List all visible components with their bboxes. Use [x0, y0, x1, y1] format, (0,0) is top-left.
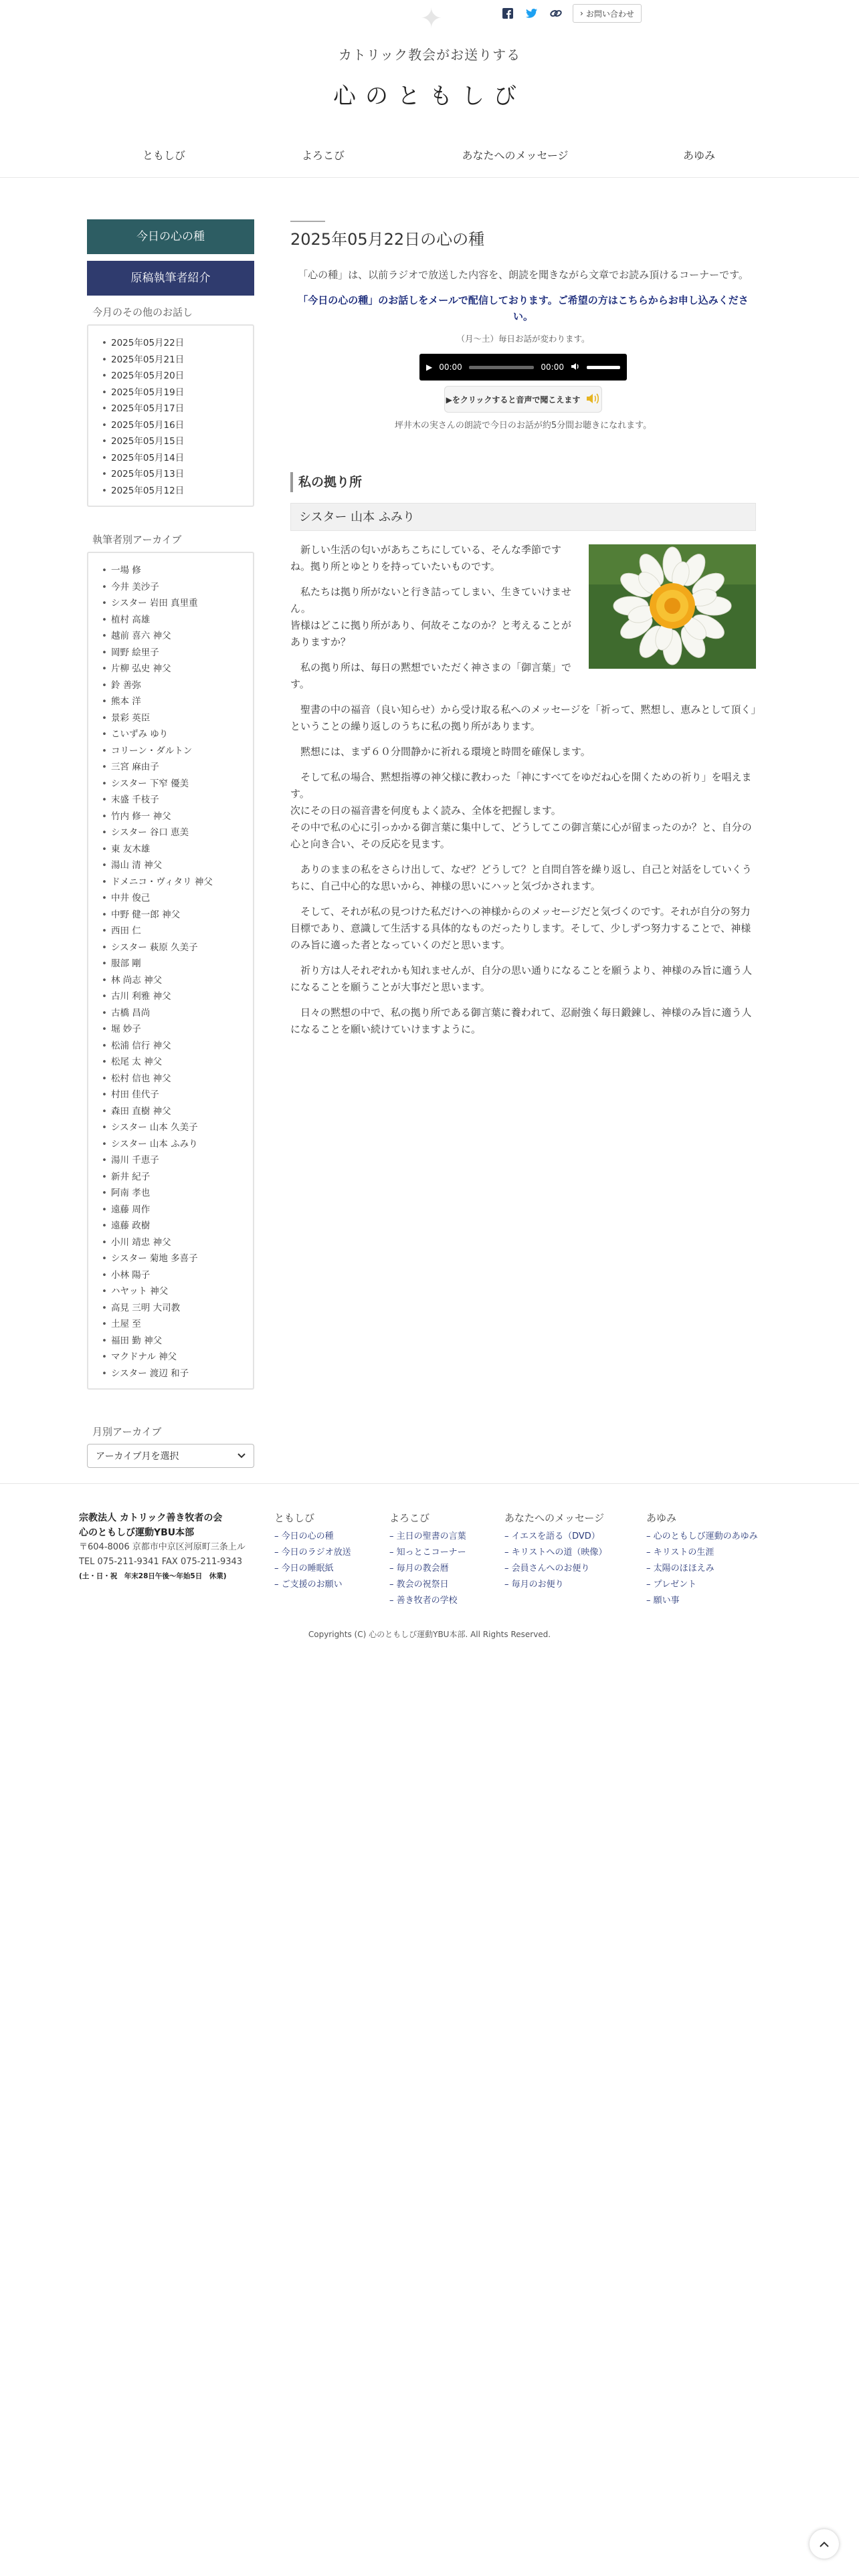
authors-intro-button[interactable]: 原稿執筆者紹介 [87, 261, 254, 296]
author-archive-link[interactable]: • 湯川 千恵子 [102, 1152, 245, 1169]
author-archive-link[interactable]: • 景彩 英臣 [102, 710, 245, 727]
footer-link[interactable]: – 知っとこコーナー [389, 1547, 466, 1558]
footer-link[interactable]: – 今日の心の種 [274, 1531, 334, 1541]
recent-date-link[interactable]: • 2025年05月12日 [102, 483, 245, 500]
author-archive-link[interactable]: • 三宮 麻由子 [102, 759, 245, 776]
article-paragraph: 日々の黙想の中で、私の拠り所である御言葉に養われて、忍耐強く毎日鍛錬し、神様のみ旨に適う人になることを願い続けていけますように。 [290, 1006, 752, 1035]
monthly-heading: 月別アーカイブ [92, 1426, 162, 1438]
recent-list-box [87, 324, 254, 507]
author-archive-link[interactable]: • ハヤット 神父 [102, 1283, 245, 1300]
dash-icon: – [646, 1564, 654, 1574]
footer-link[interactable]: – 主日の聖書の言葉 [389, 1531, 466, 1541]
author-archive-link[interactable]: • 岡野 絵里子 [102, 645, 245, 661]
site-footer [0, 1483, 859, 1650]
volume-slider[interactable] [587, 366, 620, 369]
org-name: 宗教法人 カトリック善き牧者の会 [79, 1513, 223, 1523]
site-header [0, 0, 859, 178]
author-archive-link[interactable]: • 阿南 孝也 [102, 1185, 245, 1202]
footer-link[interactable]: – 教会の祝祭日 [389, 1580, 449, 1590]
author-archive-link[interactable]: • マクドナル 神父 [102, 1349, 245, 1366]
author-archive-link[interactable]: • シスター 下窄 優美 [102, 776, 245, 792]
chevron-up-icon [820, 2538, 829, 2551]
dash-icon: – [389, 1564, 397, 1574]
footer-link[interactable]: – 太陽のほほえみ [646, 1564, 714, 1574]
author-archive-link[interactable]: • シスター 岩田 真里重 [102, 595, 245, 612]
nav-yorokobi[interactable]: よろこび [301, 149, 345, 162]
footer-link[interactable]: – 毎月のお便り [504, 1580, 564, 1590]
footer-link[interactable]: – キリストへの道（映像） [504, 1547, 607, 1558]
audio-player [419, 354, 627, 381]
copyright: Copyrights (C) 心のともしび運動YBU本部. All Rights Reserved. [308, 1630, 551, 1639]
author-archive-link[interactable]: • 松尾 太 神父 [102, 1054, 245, 1071]
recent-date-link[interactable]: • 2025年05月16日 [102, 417, 245, 434]
author-archive-link[interactable]: • 新井 紀子 [102, 1169, 245, 1186]
author-archive-link[interactable]: • シスター 山本 ふみり [102, 1136, 245, 1153]
article-paragraph: 祈り方は人それぞれかも知れませんが、自分の思い通りになることを願うより、神様のみ旨に適う人になることを願うことが大事だと思います。 [290, 964, 753, 993]
mail-signup-link[interactable]: 「今日の心の種」のお話しをメールで配信しております。ご希望の方はこちらからお申し込みください。 [298, 294, 749, 322]
article-paragraph: 聖書の中の福音（良い知らせ）から受け取る私へのメッセージを「祈って、黙想し、恵みとして頂く」ということの繰り返しのうちに私の拠り所があります。 [290, 704, 756, 732]
article-paragraph: そして、それが私の見つけた私だけへの神様からのメッセージだと気づくのです。それが自分の努力目標であり、意識して生活する具体的なものだったりします。そして、少しずつ努力することで、神様のみ旨に適った者となっていくのだと思います。 [290, 905, 751, 951]
author-archive-link[interactable]: • 遠藤 政樹 [102, 1218, 245, 1235]
today-seed-button[interactable]: 今日の心の種 [87, 219, 254, 254]
dash-icon: – [274, 1531, 282, 1541]
author-archive-link[interactable]: • 村田 佳代子 [102, 1087, 245, 1103]
dash-icon: – [646, 1580, 654, 1590]
nav-ayumi[interactable]: あゆみ [682, 149, 715, 162]
author-archive-link[interactable]: • 土屋 至 [102, 1316, 245, 1333]
footer-col-tomoshibi [274, 1511, 351, 1593]
author-name: シスター 山本 ふみり [290, 503, 756, 531]
dash-icon: – [646, 1596, 654, 1606]
author-archive-link[interactable]: • 湯山 清 神父 [102, 857, 245, 874]
author-archive-link[interactable]: • 竹内 修一 神父 [102, 809, 245, 825]
footer-col-ayumi [646, 1511, 758, 1609]
intro-text: 「心の種」は、以前ラジオで放送した内容を、朗読を聞きながら文章でお読み頂けるコーナーです。 [298, 269, 749, 281]
footer-link[interactable]: – イエスを語る（DVD） [504, 1531, 600, 1541]
footer-col-yorokobi [389, 1511, 466, 1609]
author-archive-link[interactable]: • コリーン・ダルトン [102, 743, 245, 760]
dash-icon: – [504, 1580, 512, 1590]
author-archive-link[interactable]: • 林 尚志 神父 [102, 972, 245, 989]
article-paragraph: 黙想には、まず６０分間静かに祈れる環境と時間を確保します。 [300, 746, 591, 758]
dash-icon: – [646, 1547, 654, 1558]
authors-list [102, 562, 245, 1382]
footer-link[interactable]: – 善き牧者の学校 [389, 1596, 458, 1606]
dash-icon: – [274, 1564, 282, 1574]
contact-button[interactable]: › お問い合わせ [573, 4, 642, 23]
footer-link[interactable]: – 今日のラジオ放送 [274, 1547, 351, 1558]
author-archive-link[interactable]: • 松村 信也 神父 [102, 1071, 245, 1087]
author-archive-link[interactable]: • 服部 剛 [102, 956, 245, 972]
authors-heading: 執筆者別アーカイブ [92, 534, 182, 546]
author-archive-link[interactable]: • 熊本 洋 [102, 693, 245, 710]
article-paragraph: 新しい生活の匂いがあちこちにしている、そんな季節ですね。拠り所とゆとりを持っていたいものです。 [290, 544, 562, 572]
authors-list-box [87, 552, 254, 1390]
play-icon[interactable]: ▶ [426, 362, 433, 372]
footer-link[interactable]: – 今日の睡眠紙 [274, 1564, 334, 1574]
dash-icon: – [274, 1580, 282, 1590]
author-archive-link[interactable]: • シスター 山本 久美子 [102, 1119, 245, 1136]
article-paragraph: 私たちは拠り所がないと行き詰ってしまい、生きていけません。 皆様はどこに拠り所があり、何故そこなのか？と考えることがありますか？ [290, 586, 572, 648]
recent-date-link[interactable]: • 2025年05月19日 [102, 385, 245, 401]
footer-link[interactable]: – キリストの生涯 [646, 1547, 714, 1558]
org-address: 〒604-8006 京都市中京区河原町三条上ル [79, 1542, 246, 1552]
speaker-icon [585, 392, 600, 407]
author-archive-link[interactable]: • 古川 利雅 神父 [102, 988, 245, 1005]
recent-date-link[interactable]: • 2025年05月21日 [102, 352, 245, 368]
page-title: 2025年05月22日の心の種 [290, 230, 485, 249]
author-archive-link[interactable]: • 東 友木雄 [102, 841, 245, 858]
link-icon[interactable] [549, 6, 563, 21]
author-archive-link[interactable]: • 末盛 千枝子 [102, 792, 245, 809]
footer-col-heading[interactable]: あなたへのメッセージ [504, 1512, 605, 1524]
author-archive-link[interactable]: • 植村 高雄 [102, 612, 245, 629]
sidebar [87, 219, 254, 1468]
article-body [290, 542, 756, 1038]
author-archive-link[interactable]: • シスター 萩原 久美子 [102, 940, 245, 956]
recent-date-link[interactable]: • 2025年05月22日 [102, 335, 245, 352]
author-archive-link[interactable]: • シスター 谷口 恵美 [102, 825, 245, 841]
flower-photo [589, 544, 756, 669]
top-links [500, 4, 642, 23]
chevron-right-icon: › [580, 9, 583, 18]
footer-link[interactable]: – プレゼント [646, 1580, 697, 1590]
back-to-top-button[interactable] [809, 2529, 839, 2559]
voice-play-button[interactable]: ▶をクリックすると音声で聞こえます [444, 386, 602, 413]
author-archive-link[interactable]: • シスター 渡辺 和子 [102, 1366, 245, 1382]
site-subtitle: カトリック教会がお送りする [338, 47, 521, 63]
recent-date-link[interactable]: • 2025年05月17日 [102, 401, 245, 417]
footer-org [79, 1511, 260, 1583]
dash-icon: – [504, 1547, 512, 1558]
author-archive-link[interactable]: • 今井 美沙子 [102, 579, 245, 596]
dash-icon: – [504, 1531, 512, 1541]
author-archive-link[interactable]: • 小川 靖忠 神父 [102, 1235, 245, 1251]
author-archive-link[interactable]: • 越前 喜六 神父 [102, 628, 245, 645]
footer-link[interactable]: – 願い事 [646, 1596, 680, 1606]
dash-icon: – [389, 1531, 397, 1541]
dash-icon: – [389, 1580, 397, 1590]
speaker-note: 坪井木の実さんの朗読で今日のお話が約5分間お聴きになれます。 [394, 421, 652, 431]
audio-progress-bar[interactable] [469, 366, 535, 369]
chevron-down-icon [237, 1451, 246, 1461]
author-archive-link[interactable]: • 堀 妙子 [102, 1021, 245, 1038]
author-archive-link[interactable]: • こいずみ ゆり [102, 726, 245, 743]
author-archive-link[interactable]: • 鈴 善弥 [102, 677, 245, 694]
author-archive-link[interactable]: • ドメニコ・ヴィタリ 神父 [102, 874, 245, 891]
author-archive-link[interactable]: • 福田 勤 神父 [102, 1333, 245, 1350]
title-rule [290, 221, 325, 222]
recent-list [102, 335, 245, 499]
recent-date-link[interactable]: • 2025年05月14日 [102, 450, 245, 467]
recent-date-link[interactable]: • 2025年05月13日 [102, 466, 245, 483]
footer-col-heading[interactable]: ともしび [274, 1512, 315, 1524]
facebook-icon[interactable] [500, 6, 515, 21]
twitter-icon[interactable] [524, 6, 539, 21]
dash-icon: – [389, 1596, 397, 1606]
monthly-archive-select[interactable]: アーカイブ月を選択 [87, 1444, 254, 1468]
site-title[interactable]: 心のともしび [333, 83, 526, 110]
footer-link[interactable]: – ご支援のお願い [274, 1580, 343, 1590]
volume-icon[interactable] [571, 362, 580, 373]
author-archive-link[interactable]: • 松浦 信行 神父 [102, 1038, 245, 1055]
footer-col-heading[interactable]: よろこび [389, 1512, 430, 1524]
footer-link[interactable]: – 心のともしび運動のあゆみ [646, 1531, 758, 1541]
footer-link[interactable]: – 毎月の教会暦 [389, 1564, 449, 1574]
author-archive-link[interactable]: • 遠藤 周作 [102, 1202, 245, 1218]
org-branch: 心のともしび運動YBU本部 [79, 1527, 195, 1538]
author-archive-link[interactable]: • 小林 陽子 [102, 1267, 245, 1284]
author-archive-link[interactable]: • 高見 三明 大司教 [102, 1300, 245, 1317]
recent-heading: 今月のその他のお話し [92, 306, 193, 318]
article-paragraph: そして私の場合、黙想指導の神父様に教わった「神にすべてをゆだね心を開くための祈り」を唱えます。 次にその日の福音書を何度もよく読み、全体を把握します。 その中で私の心に引っかかる御言葉に集中して、どうしてこの御言葉に心が留まったのか？と、自分の心と向き合い、その反応を見ます。 [290, 771, 752, 850]
article-paragraph: 私の拠り所は、毎日の黙想でいただく神さまの「御言葉」です。 [290, 661, 572, 690]
author-archive-link[interactable]: • 中野 健一郎 神父 [102, 907, 245, 924]
author-archive-link[interactable]: • 西田 仁 [102, 923, 245, 940]
author-archive-link[interactable]: • 森田 直樹 神父 [102, 1103, 245, 1120]
dash-icon: – [504, 1564, 512, 1574]
section-title: 私の拠り所 [290, 472, 756, 492]
recent-date-link[interactable]: • 2025年05月20日 [102, 368, 245, 385]
daily-note: （月〜土）毎日お話が変わります。 [456, 334, 590, 344]
author-archive-link[interactable]: • シスター 菊地 多喜子 [102, 1251, 245, 1267]
nav-message[interactable]: あなたへのメッセージ [462, 149, 569, 162]
recent-date-link[interactable]: • 2025年05月15日 [102, 433, 245, 450]
dash-icon: – [274, 1547, 282, 1558]
footer-col-heading[interactable]: あゆみ [646, 1512, 677, 1524]
org-hours: (土・日・祝 年末28日午後〜年始5日 休業) [79, 1572, 227, 1580]
author-archive-link[interactable]: • 古橋 昌尚 [102, 1005, 245, 1022]
author-archive-link[interactable]: • 中井 俊己 [102, 890, 245, 907]
dash-icon: – [389, 1547, 397, 1558]
sparkle-icon: ✦ [420, 3, 443, 34]
footer-link[interactable]: – 会員さんへのお便り [504, 1564, 590, 1574]
org-phone: TEL 075-211-9341 FAX 075-211-9343 [79, 1557, 243, 1567]
author-archive-link[interactable]: • 一場 修 [102, 562, 245, 579]
current-time: 00:00 [439, 362, 462, 372]
footer-col-message [504, 1511, 607, 1593]
article-paragraph: ありのままの私をさらけ出して、なぜ？どうして？と自問自答を繰り返し、自己と対話をしていくうちに、自己中心的な思いから、神様の思いにハッと気づかされます。 [290, 863, 752, 892]
duration: 00:00 [541, 362, 564, 372]
main-content [290, 221, 756, 1047]
author-archive-link[interactable]: • 片柳 弘史 神父 [102, 661, 245, 677]
dash-icon: – [646, 1531, 654, 1541]
nav-tomoshibi[interactable]: ともしび [142, 149, 185, 162]
